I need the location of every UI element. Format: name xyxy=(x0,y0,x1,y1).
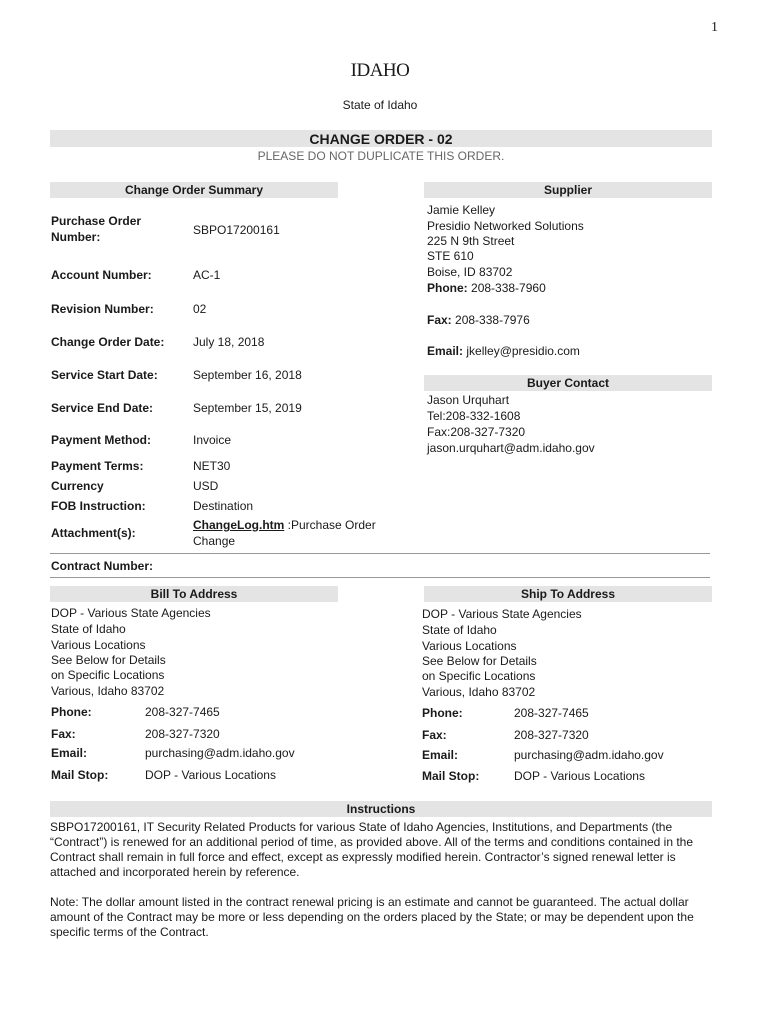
start-date-value: September 16, 2018 xyxy=(193,368,302,382)
supplier-phone-value: 208-338-7960 xyxy=(471,281,546,295)
bill-to-email-value[interactable]: purchasing@adm.idaho.gov xyxy=(145,746,295,760)
fob-label: FOB Instruction: xyxy=(51,499,146,513)
supplier-street: 225 N 9th Street xyxy=(427,234,515,248)
supplier-email-label: Email: xyxy=(427,344,464,358)
bill-to-line: See Below for Details xyxy=(51,653,166,667)
ship-to-mailstop-value: DOP - Various Locations xyxy=(514,769,645,783)
payment-method-value: Invoice xyxy=(193,433,232,447)
attachment-row xyxy=(193,518,376,532)
ship-to-phone-value: 208-327-7465 xyxy=(514,706,589,720)
payment-method-label: Payment Method: xyxy=(51,433,152,447)
payment-terms-label: Payment Terms: xyxy=(51,459,144,473)
account-value: AC-1 xyxy=(193,268,221,282)
ship-to-line: Various, Idaho 83702 xyxy=(422,685,536,699)
ship-to-line: DOP - Various State Agencies xyxy=(422,607,582,621)
account-label: Account Number: xyxy=(51,268,152,282)
po-label-2: Number: xyxy=(51,230,101,244)
change-date-label: Change Order Date: xyxy=(51,335,165,349)
divider xyxy=(50,553,710,554)
end-date-value: September 15, 2019 xyxy=(193,401,302,415)
attachment-link[interactable]: ChangeLog.htm xyxy=(193,518,285,532)
attachment-text-2: Change xyxy=(193,534,236,548)
supplier-suite: STE 610 xyxy=(427,249,474,263)
start-date-label: Service Start Date: xyxy=(51,368,158,382)
instructions-heading: Instructions xyxy=(346,802,416,816)
payment-terms-value: NET30 xyxy=(193,459,231,473)
po-value: SBPO17200161 xyxy=(193,223,280,237)
ship-to-line: Various Locations xyxy=(422,639,517,653)
supplier-fax-value: 208-338-7976 xyxy=(455,313,530,327)
po-label: Purchase Order xyxy=(51,214,142,228)
supplier-email-value[interactable]: jkelley@presidio.com xyxy=(466,344,580,358)
summary-heading: Change Order Summary xyxy=(124,183,264,197)
ship-to-line: See Below for Details xyxy=(422,654,537,668)
buyer-email[interactable]: jason.urquhart@adm.idaho.gov xyxy=(427,441,595,455)
bill-to-mailstop-label: Mail Stop: xyxy=(51,768,109,782)
revision-value: 02 xyxy=(193,302,207,316)
contract-number-label: Contract Number: xyxy=(51,559,154,573)
ship-to-email-label: Email: xyxy=(422,748,459,762)
ship-to-fax-label: Fax: xyxy=(422,728,447,742)
supplier-email xyxy=(427,344,580,358)
bill-to-line: Various, Idaho 83702 xyxy=(51,684,165,698)
buyer-heading: Buyer Contact xyxy=(526,376,609,390)
bill-to-fax-label: Fax: xyxy=(51,727,76,741)
supplier-fax-label: Fax: xyxy=(427,313,452,327)
ship-to-phone-label: Phone: xyxy=(422,706,463,720)
end-date-label: Service End Date: xyxy=(51,401,154,415)
bill-to-line: Various Locations xyxy=(51,638,146,652)
attachment-label: Attachment(s): xyxy=(51,526,136,540)
supplier-heading: Supplier xyxy=(543,183,592,197)
bill-to-phone-value: 208-327-7465 xyxy=(145,705,220,719)
supplier-company: Presidio Networked Solutions xyxy=(427,219,584,233)
supplier-city: Boise, ID 83702 xyxy=(427,265,513,279)
ship-to-fax-value: 208-327-7320 xyxy=(514,728,589,742)
supplier-fax xyxy=(427,313,530,327)
supplier-phone xyxy=(427,281,546,295)
state-name: State of Idaho xyxy=(342,98,418,112)
bill-to-email-label: Email: xyxy=(51,746,88,760)
ship-to-line: on Specific Locations xyxy=(422,669,536,683)
bill-to-line: State of Idaho xyxy=(51,622,126,636)
currency-label: Currency xyxy=(51,479,104,493)
bill-to-heading: Bill To Address xyxy=(150,587,238,601)
fob-value: Destination xyxy=(193,499,254,513)
page-title: CHANGE ORDER - 02 xyxy=(309,131,453,147)
supplier-phone-label: Phone: xyxy=(427,281,468,295)
instructions-paragraph: SBPO17200161, IT Security Related Products for various State of Idaho Agencies, Institutions, and Departments (the “Contract”) is renewed for an additional period of time, as provided above. All of the terms and conditions contained in the Contract shall remain in full force and effect, except as expressly modified herein. Contractor’s signed renewal letter is attached and incorporated herein by reference. xyxy=(50,820,694,879)
idaho-logo: IDAHO xyxy=(350,60,410,81)
bill-to-mailstop-value: DOP - Various Locations xyxy=(145,768,276,782)
buyer-tel: Tel:208-332-1608 xyxy=(427,409,521,423)
ship-to-email-value[interactable]: purchasing@adm.idaho.gov xyxy=(514,748,664,762)
buyer-fax: Fax:208-327-7320 xyxy=(427,425,526,439)
bill-to-fax-value: 208-327-7320 xyxy=(145,727,220,741)
supplier-name: Jamie Kelley xyxy=(427,203,496,217)
currency-value: USD xyxy=(193,479,219,493)
change-date-value: July 18, 2018 xyxy=(193,335,265,349)
revision-label: Revision Number: xyxy=(51,302,154,316)
page-subtitle: PLEASE DO NOT DUPLICATE THIS ORDER. xyxy=(257,149,505,163)
divider xyxy=(50,577,710,578)
page-number: 1 xyxy=(711,20,718,35)
bill-to-line: DOP - Various State Agencies xyxy=(51,606,211,620)
buyer-name: Jason Urquhart xyxy=(427,393,510,407)
ship-to-heading: Ship To Address xyxy=(520,587,615,601)
attachment-text: :Purchase Order xyxy=(287,518,376,532)
bill-to-line: on Specific Locations xyxy=(51,668,165,682)
bill-to-phone-label: Phone: xyxy=(51,705,92,719)
ship-to-line: State of Idaho xyxy=(422,623,497,637)
ship-to-mailstop-label: Mail Stop: xyxy=(422,769,480,783)
instructions-note: Note: The dollar amount listed in the contract renewal pricing is an estimate and cannot be guaranteed. The actual dollar amount of the Contract may be more or less depending on the orders placed by the State; or may be dependent upon the specific terms of the Contract. xyxy=(50,895,694,939)
